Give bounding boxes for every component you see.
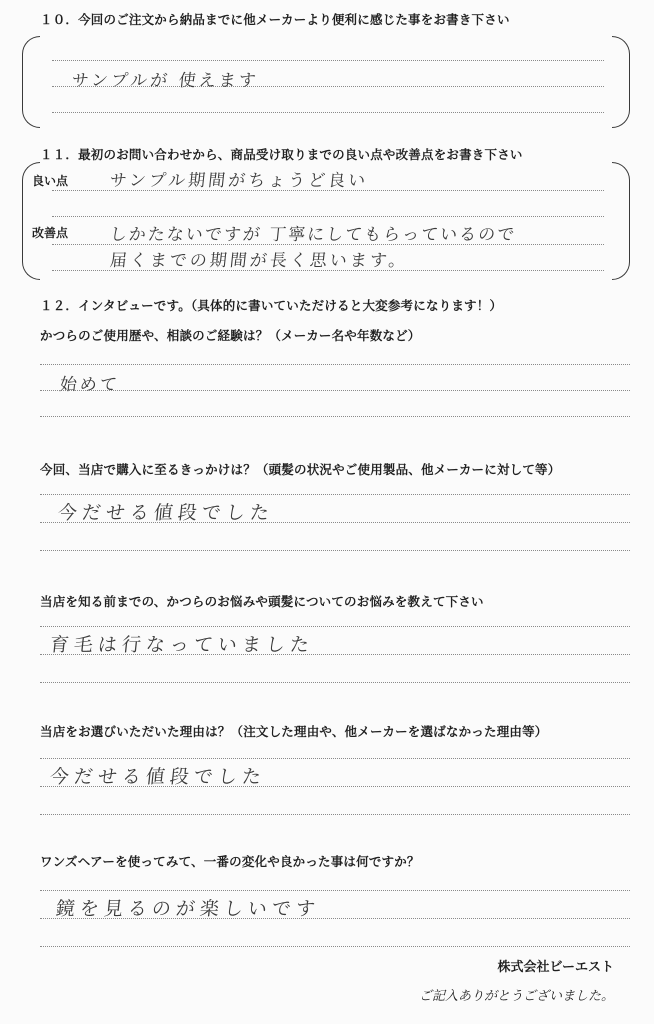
answer-line [52, 112, 604, 113]
answer-line [40, 416, 630, 417]
improvement-answer-line2: 届くまでの期間が長く思います。 [108, 251, 410, 271]
answer-line [40, 494, 630, 495]
interview-question-3: 当店を知る前までの、かつらのお悩みや頭髪についてのお悩みを教えて下さい [40, 594, 484, 609]
answer-line [40, 758, 630, 759]
answer-line [40, 550, 630, 551]
answer-line [40, 626, 630, 627]
interview-question-4: 当店をお選びいただいた理由は？（注文した理由や、他メーカーを選ばなかった理由等） [40, 724, 548, 739]
good-point-label: 良い点 [32, 174, 69, 188]
question-11: １１．最初のお問い合わせから、商品受け取りまでの良い点や改善点をお書き下さい [40, 147, 523, 162]
improvement-answer-line1: しかたないですが 丁寧にしてもらっているので [108, 225, 518, 245]
interview-question-1: かつらのご使用歴や、相談のご経験は？（メーカー名や年数など） [40, 328, 421, 343]
answer-line [40, 946, 630, 947]
bracket-right-q11 [612, 162, 630, 280]
answer-line [40, 890, 630, 891]
answer-line [52, 216, 604, 217]
interview-answer-5: 鏡を見るのが楽しいです [54, 898, 322, 920]
interview-answer-4: 今だせる値段でした [48, 766, 268, 788]
answer-line [52, 60, 604, 61]
thank-you-message: ご記入ありがとうございました。 [418, 989, 614, 1004]
question-10: １０．今回のご注文から納品までに他メーカーより便利に感じた事をお書き下さい [40, 12, 510, 27]
interview-question-5: ワンズヘアーを使ってみて、一番の変化や良かった事は何ですか？ [40, 854, 420, 869]
interview-answer-1: 始めて [58, 375, 121, 395]
answer-line [40, 364, 630, 365]
interview-answer-2: 今だせる値段でした [56, 502, 276, 524]
bracket-right-q10 [612, 36, 630, 128]
bracket-left-q10 [22, 36, 40, 128]
company-name: 株式会社ビーエスト [497, 960, 614, 975]
answer-line [40, 682, 630, 683]
answer-line [40, 814, 630, 815]
question-12-title: １２．インタビューです。（具体的に書いていただけると大変参考になります！） [40, 298, 503, 313]
interview-answer-3: 育毛は行なっていました [48, 634, 316, 656]
improvement-label: 改善点 [32, 226, 69, 240]
good-point-answer: サンプル期間がちょうど良い [108, 171, 370, 191]
interview-question-2: 今回、当店で購入に至るきっかけは？（頭髪の状況やご使用製品、他メーカーに対して等） [40, 462, 561, 477]
answer-10: サンプルが 使えます [70, 71, 260, 91]
answer-line [40, 390, 630, 391]
